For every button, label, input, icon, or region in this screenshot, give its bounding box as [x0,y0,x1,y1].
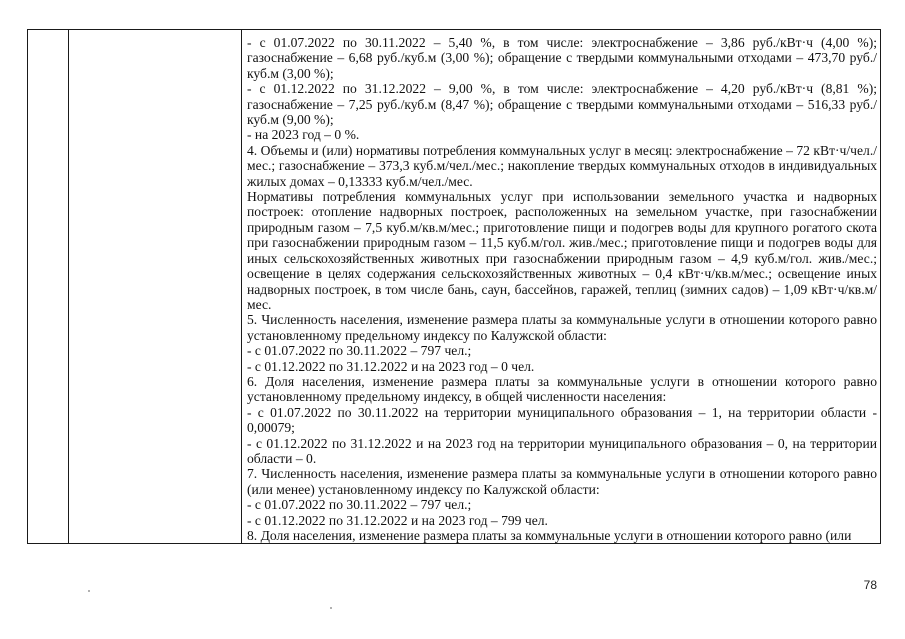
paragraph: - с 01.12.2022 по 31.12.2022 и на 2023 год на территории муниципального образования – 0, на территории области – 0. [247,435,877,466]
paragraph: 7. Численность населения, изменение размера платы за коммунальные услуги в отношении которого равно (или менее) установленному индексу по Калужской области: [247,466,877,497]
table-cell-number [28,30,69,544]
scan-speck [88,590,90,592]
paragraph: 5. Численность населения, изменение размера платы за коммунальные услуги в отношении которого равно установленному предельному индексу по Калужской области: [247,312,877,343]
paragraph: - на 2023 год – 0 %. [247,127,360,143]
paragraph: - с 01.07.2022 по 30.11.2022 – 5,40 %, в том числе: электроснабжение – 3,86 руб./кВт·ч (4,00 %); газоснабжение – 6,68 руб./куб.м (3,00 %); обращение с твердыми коммунальными отходами – 473,70 руб./куб.м (3,00 %); [247,35,877,81]
paragraph: - с 01.12.2022 по 31.12.2022 и на 2023 год – 0 чел. [247,358,535,374]
paragraph: - с 01.07.2022 по 30.11.2022 – 797 чел.; [247,497,472,513]
paragraph: - с 01.12.2022 по 31.12.2022 и на 2023 год – 799 чел. [247,512,548,528]
page-number: 78 [863,578,877,592]
paragraph: - с 01.12.2022 по 31.12.2022 – 9,00 %, в том числе: электроснабжение – 4,20 руб./кВт·ч (8,81 %); газоснабжение – 7,25 руб./куб.м (8,47 %); обращение с твердыми коммунальными отходами – 516,33 руб./куб.м (9,00 %); [247,81,877,128]
paragraph: - с 01.07.2022 по 30.11.2022 на территории муниципального образования – 1, на территории области - 0,00079; [247,404,877,436]
document-table [27,29,881,544]
table-cell-content [242,30,881,544]
paragraph: 6. Доля населения, изменение размера платы за коммунальные услуги в отношении которого равно установленному предельному индексу, в общей численности населения: [247,373,877,405]
table-cell-name [69,30,242,544]
paragraph: 4. Объемы и (или) нормативы потребления коммунальных услуг в месяц: электроснабжение – 72 кВт·ч/чел./мес.; газоснабжение – 373,3 куб.м/чел./мес.; накопление твердых коммунальных отходов в индивидуальных жилых домах – 0,13333 куб.м/чел./мес. [247,142,877,189]
scan-speck [330,607,332,609]
table-row [28,30,881,544]
paragraph: Нормативы потребления коммунальных услуг при использовании земельного участка и надворных построек: отопление надворных построек, расположенных на земельном участке, при газоснабжении природным газом – 7,5 куб.м/кв.м/мес.; приготовление пищи и подогрев воды для крупного рогатого скота при газоснабжении природным газом – 11,5 куб.м/гол. жив./мес.; приготовление пищи и подогрев воды для иных сельскохозяйственных животных при газоснабжении природным газом – 4,9 куб.м/гол. жив./мес.; освещение в целях содержания сельскохозяйственных животных – 0,4 кВт·ч/кв.м/мес.; освещение иных надворных построек, в том числе бань, саун, бассейнов, гаражей, теплиц (зимних садов) – 1,09 кВт·ч/кв.м/мес. [247,189,877,312]
paragraph: 8. Доля населения, изменение размера платы за коммунальные услуги в отношении которого равно (или [247,528,852,543]
paragraph: - с 01.07.2022 по 30.11.2022 – 797 чел.; [247,343,472,359]
